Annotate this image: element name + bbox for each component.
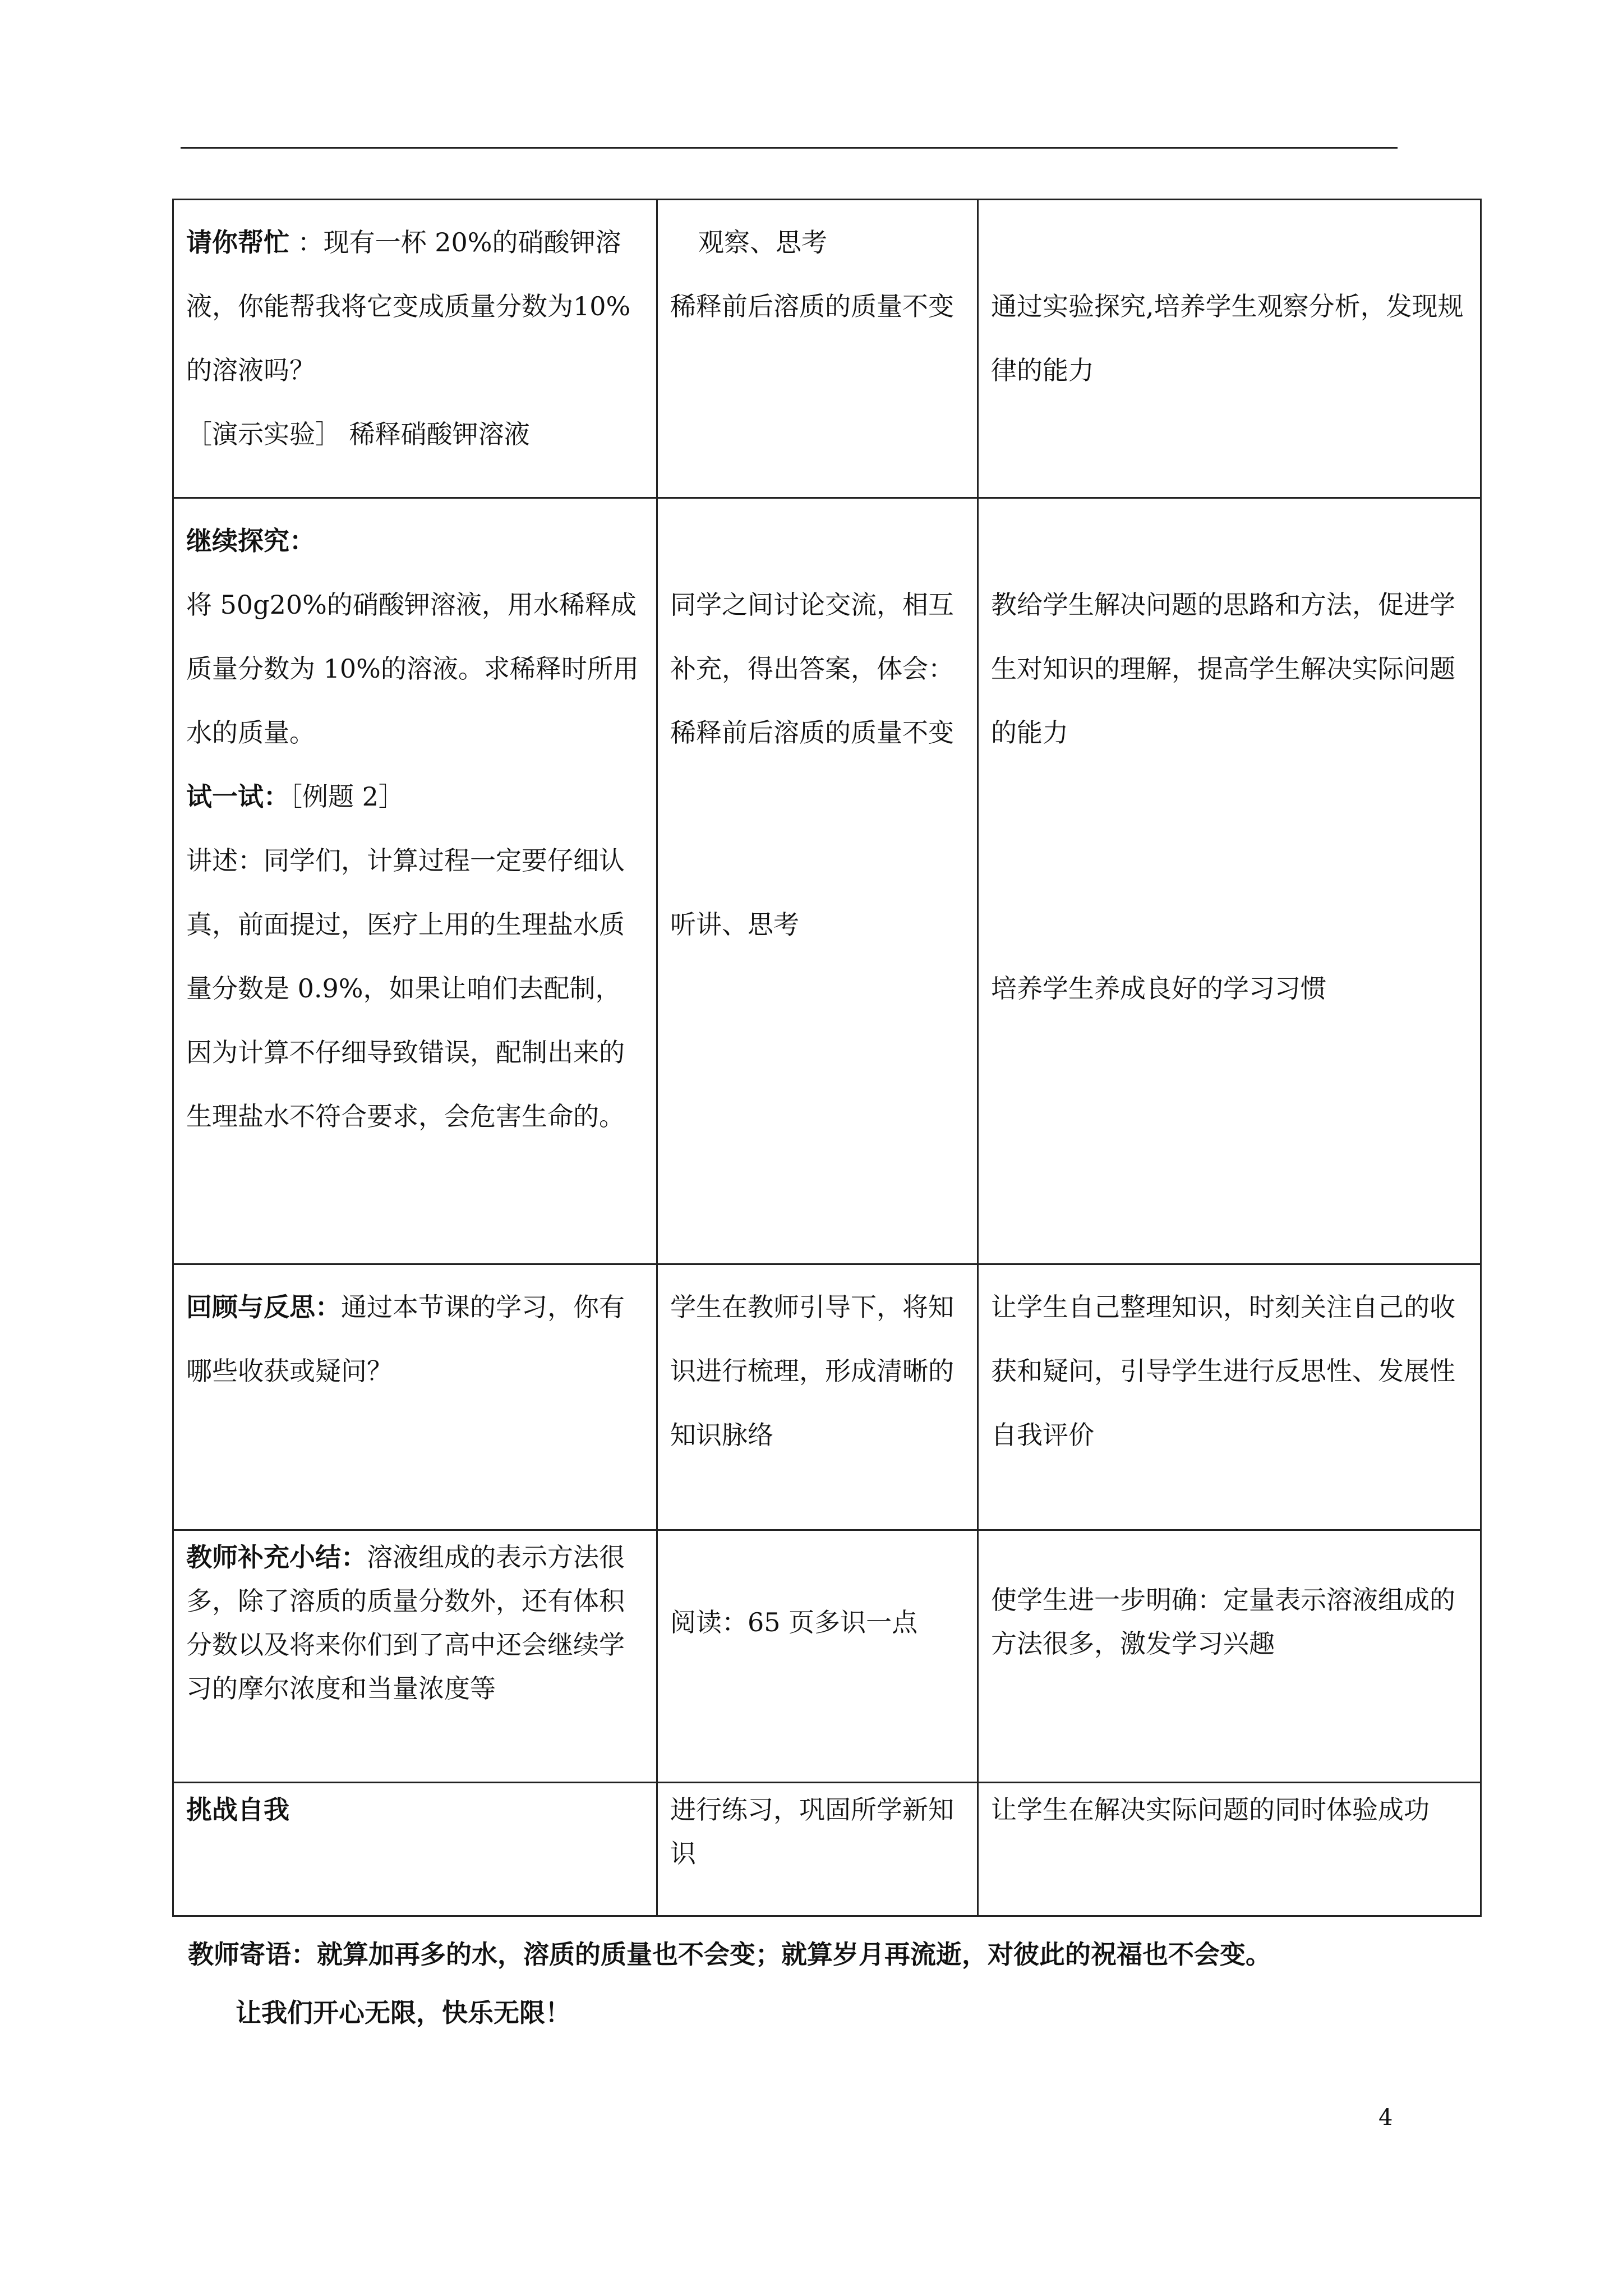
table-row bbox=[173, 1783, 1481, 1916]
cell-text: 观察、思考 bbox=[698, 227, 827, 257]
cell-text: ：现有一杯 20%的硝酸钾溶液，你能帮我将它变成质量分数为10%的溶液吗？ bbox=[186, 227, 631, 385]
student-activity-cell bbox=[657, 1530, 978, 1783]
table-row bbox=[173, 200, 1481, 498]
table-row bbox=[173, 1530, 1481, 1783]
cell-text: 通过本节课的学习，你有哪些收获或疑问？ bbox=[186, 1292, 625, 1386]
section-heading: 请你帮忙 bbox=[186, 227, 289, 257]
student-activity-cell bbox=[657, 200, 978, 498]
lesson-plan-table bbox=[172, 199, 1482, 1917]
cell-text: ［例题 2］ bbox=[289, 781, 404, 812]
cell-text: 学生在教师引导下，将知识进行梳理，形成清晰的知识脉络 bbox=[670, 1292, 954, 1450]
closing-line: 让我们开心无限，快乐无限！ bbox=[236, 1998, 571, 2028]
cell-text: 让学生自己整理知识，时刻关注自己的收获和疑问，引导学生进行反思性、发展性自我评价 bbox=[991, 1292, 1455, 1450]
cell-text: 溶液组成的表示方法很多，除了溶质的质量分数外，还有体积分数以及将来你们到了高中还会继续学习的摩尔浓度和当量浓度等 bbox=[186, 1542, 625, 1704]
section-heading: 教师补充小结： bbox=[186, 1542, 367, 1572]
teacher-activity-cell bbox=[173, 498, 657, 1264]
cell-text: 听讲、思考 bbox=[670, 909, 799, 940]
teacher-message: 教师寄语：就算加再多的水，溶质的质量也不会变；就算岁月再流逝，对彼此的祝福也不会变。 bbox=[188, 1939, 1271, 1970]
cell-text: ［演示实验］ 稀释硝酸钾溶液 bbox=[186, 419, 530, 449]
teacher-activity-cell bbox=[173, 1530, 657, 1783]
student-activity-cell bbox=[657, 1783, 978, 1916]
page-number: 4 bbox=[1378, 2105, 1393, 2131]
cell-text: 让学生在解决实际问题的同时体验成功 bbox=[991, 1795, 1430, 1825]
design-intent-cell bbox=[978, 1264, 1481, 1530]
teacher-activity-cell bbox=[173, 1264, 657, 1530]
cell-text: 教给学生解决问题的思路和方法，促进学生对知识的理解，提高学生解决实际问题的能力 bbox=[991, 590, 1455, 748]
cell-text: 同学之间讨论交流，相互补充，得出答案，体会：稀释前后溶质的质量不变 bbox=[670, 590, 954, 748]
table-row bbox=[173, 498, 1481, 1264]
section-heading: 回顾与反思： bbox=[186, 1292, 341, 1322]
student-activity-cell bbox=[657, 1264, 978, 1530]
cell-text: 稀释前后溶质的质量不变 bbox=[670, 291, 954, 321]
cell-text: 进行练习，巩固所学新知识 bbox=[670, 1795, 954, 1869]
cell-text: 通过实验探究,培养学生观察分析，发现规律的能力 bbox=[991, 291, 1464, 385]
cell-text: 阅读：65 页多识一点 bbox=[670, 1607, 918, 1637]
teacher-activity-cell bbox=[173, 200, 657, 498]
section-heading: 挑战自我 bbox=[186, 1795, 289, 1825]
cell-text: 讲述：同学们，计算过程一定要仔细认真，前面提过，医疗上用的生理盐水质量分数是 0.9%，如果让咱们去配制，因为计算不仔细导致错误，配制出来的生理盐水不符合要求，会危害生命的。 bbox=[186, 845, 625, 1131]
design-intent-cell bbox=[978, 1783, 1481, 1916]
design-intent-cell bbox=[978, 200, 1481, 498]
section-heading: 试一试： bbox=[186, 781, 289, 812]
header-rule bbox=[181, 147, 1398, 149]
cell-text: 培养学生养成良好的学习习惯 bbox=[991, 973, 1326, 1004]
cell-text: 使学生进一步明确：定量表示溶液组成的方法很多，激发学习兴趣 bbox=[991, 1585, 1455, 1659]
design-intent-cell bbox=[978, 498, 1481, 1264]
teacher-activity-cell bbox=[173, 1783, 657, 1916]
cell-text: 将 50g20%的硝酸钾溶液，用水稀释成质量分数为 10%的溶液。求稀释时所用水的质量。 bbox=[186, 590, 639, 748]
student-activity-cell bbox=[657, 498, 978, 1264]
section-heading: 继续探究： bbox=[186, 526, 315, 556]
table-row bbox=[173, 1264, 1481, 1530]
design-intent-cell bbox=[978, 1530, 1481, 1783]
